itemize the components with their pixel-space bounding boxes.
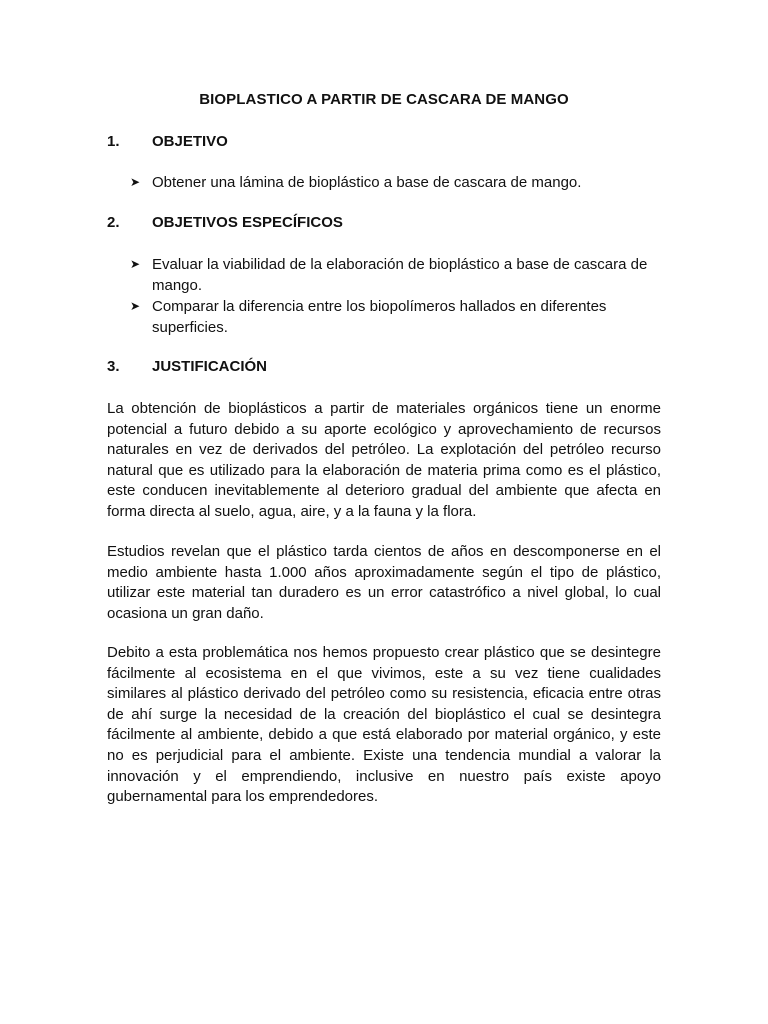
section-title: JUSTIFICACIÓN (152, 358, 268, 375)
objetivo-bullet-list (130, 172, 670, 193)
justificacion-paragraph-1: La obtención de bioplásticos a partir de materiales orgánicos tiene un enorme potencial a futuro debido a su aporte ecológico y aprovechamiento de recursos naturales en vez de derivados del petróleo. La explotación del petróleo recurso natural que es utilizado para la elaboración de materia prima como es el plástico, este conducen inevitablemente al deterioro gradual del ambiente que afecta en forma directa al suelo, agua, aire, y a la fauna y la flora. (107, 400, 661, 520)
section-heading-justificacion (107, 358, 267, 375)
document-title: BIOPLASTICO A PARTIR DE CASCARA DE MANGO (199, 91, 569, 108)
bullet-text: Evaluar la viabilidad de la elaboración de bioplástico a base de cascara de mango. (152, 256, 648, 294)
section-title: OBJETIVOS ESPECÍFICOS (152, 214, 343, 231)
bullet-text: Obtener una lámina de bioplástico a base de cascara de mango. (152, 174, 582, 191)
section-heading-objetivo (107, 133, 228, 150)
section-number: 2. (107, 214, 120, 231)
justificacion-paragraph-2: Estudios revelan que el plástico tarda cientos de años en descomponerse en el medio ambiente hasta 1.000 años aproximadamente según el tipo de plástico, utilizar este material tan duradero es un error catastrófico a nivel global, lo cual ocasiona un gran daño. (107, 543, 661, 622)
section-number: 1. (107, 133, 120, 150)
bullet-text: Comparar la diferencia entre los biopolímeros hallados en diferentes superficies. (152, 298, 607, 336)
list-item (130, 254, 660, 296)
list-item (130, 296, 660, 338)
arrow-bullet-icon: ➤ (130, 299, 141, 313)
section-title: OBJETIVO (152, 133, 228, 150)
objetivos-especificos-bullet-list (130, 254, 660, 338)
section-heading-objetivos-especificos (107, 214, 343, 231)
arrow-bullet-icon: ➤ (130, 257, 141, 271)
section-number: 3. (107, 358, 120, 375)
list-item (130, 172, 670, 193)
justificacion-paragraph-3: Debito a esta problemática nos hemos propuesto crear plástico que se desintegre fácilmente al ecosistema en el que vivimos, este a su vez tiene cualidades similares al plástico derivado del petróleo como su resistencia, eficacia entre otras de ahí surge la necesidad de la creación del bioplástico el cual se desintegra fácilmente al ambiente, debido a que está elaborado por material orgánico, y este no es perjudicial para el ambiente. Existe una tendencia mundial a valorar la innovación y el emprendiendo, inclusive en nuestro país existe apoyo gubernamental para los emprendedores. (107, 644, 661, 806)
arrow-bullet-icon: ➤ (130, 175, 141, 189)
